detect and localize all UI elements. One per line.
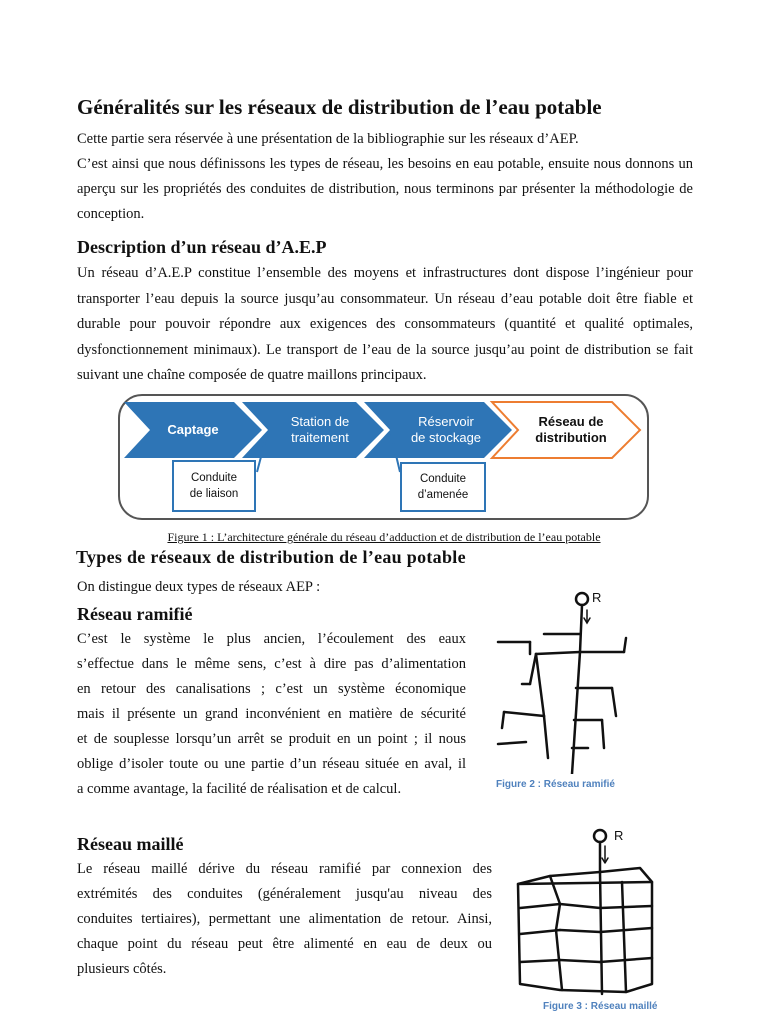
maille-paragraph	[77, 857, 492, 981]
step-station-traitement: Station de traitement	[290, 414, 350, 445]
section-heading-types: Types de réseaux de distribution de l’eau potable	[76, 547, 466, 567]
aep-chain-diagram	[118, 394, 649, 520]
section-heading-description: Description d’un réseau d’A.E.P	[77, 237, 327, 257]
ramifie-line-2: s’effectue dans le même sens, c’est à dire pas d’alimentation	[77, 656, 466, 672]
maille-line-5: plusieurs côtés.	[77, 961, 167, 977]
step-reservoir-stockage: Réservoir de stockage	[410, 414, 482, 445]
step-reseau-distribution: Réseau de distribution	[535, 414, 607, 445]
source-label: R	[614, 828, 624, 843]
ramifie-line-5: et de souplesse lorsqu’un arrêt se produit en un point ; il nous	[77, 731, 466, 747]
ramifie-line-6: oblige d’isoler toute ou une partie d’un réseau située en aval, il	[77, 756, 466, 772]
ramifie-paragraph	[77, 627, 466, 801]
intro-line-1: Cette partie sera réservée à une présentation de la bibliographie sur les réseaux d’AEP.	[77, 131, 579, 147]
source-node-icon	[594, 830, 606, 842]
maille-line-1: Le réseau maillé dérive du réseau ramifié par connexion des	[77, 861, 492, 877]
ramifie-network-sketch	[484, 588, 634, 774]
ramifie-line-4: mais il présente un grand inconvénient en matière de sécurité	[77, 706, 466, 722]
intro-line-2: C’est ainsi que nous définissons les types de réseau, les besoins en eau potable, ensuite nous donnons un aperçu sur les propriétés des conduites de distribution, nous terminons par présenter la méthodologie de conception.	[77, 156, 693, 222]
box-conduite-liaison: Conduite de liaison	[172, 460, 256, 512]
types-intro: On distingue deux types de réseaux AEP :	[77, 579, 321, 595]
heading-reseau-maille: Réseau maillé	[77, 834, 184, 854]
description-text: Un réseau d’A.E.P constitue l’ensemble des moyens et infrastructures dont dispose l’ingénieur pour transporter l’eau depuis la source jusqu’au consommateur. Un réseau d’eau potable doit être fiable et durable pour pouvoir répondre aux exigences des consommateurs (quantité et qualité optimales, dysfonctionnement minimaux). Le transport de l’eau de la source jusqu’au point de distribution se fait suivant une chaîne composée de quatre maillons principaux.	[77, 265, 693, 383]
heading-reseau-ramifie: Réseau ramifié	[77, 604, 193, 624]
maille-line-4: chaque point du réseau peut être alimenté en eau de deux ou	[77, 936, 492, 952]
maille-network-sketch	[510, 822, 660, 998]
ramifie-line-3: en retour des canalisations ; c’est un système économique	[77, 681, 466, 697]
step-captage: Captage	[167, 422, 219, 437]
ramifie-line-7: a comme avantage, la facilité de réalisation et de calcul.	[77, 781, 402, 797]
ramifie-line-1: C’est le système le plus ancien, l’écoulement des eaux	[77, 631, 466, 647]
source-node-icon	[576, 593, 588, 605]
maille-line-2: extrémités des conduites (généralement jusqu'au niveau des	[77, 886, 492, 902]
box-conduite-amenee: Conduite d’amenée	[400, 462, 486, 512]
source-label: R	[592, 590, 602, 605]
page-title: Généralités sur les réseaux de distribution de l’eau potable	[77, 95, 602, 119]
figure-3-caption: Figure 3 : Réseau maillé	[543, 1001, 658, 1012]
intro-paragraph	[77, 127, 693, 227]
description-paragraph	[77, 261, 693, 389]
figure-1-caption: Figure 1 : L’architecture générale du réseau d’adduction et de distribution de l’eau potable	[167, 530, 601, 544]
figure-2-caption: Figure 2 : Réseau ramifié	[496, 779, 615, 790]
maille-line-3: conduites tertiaires), permettant une alimentation de retour. Ainsi,	[77, 911, 492, 927]
